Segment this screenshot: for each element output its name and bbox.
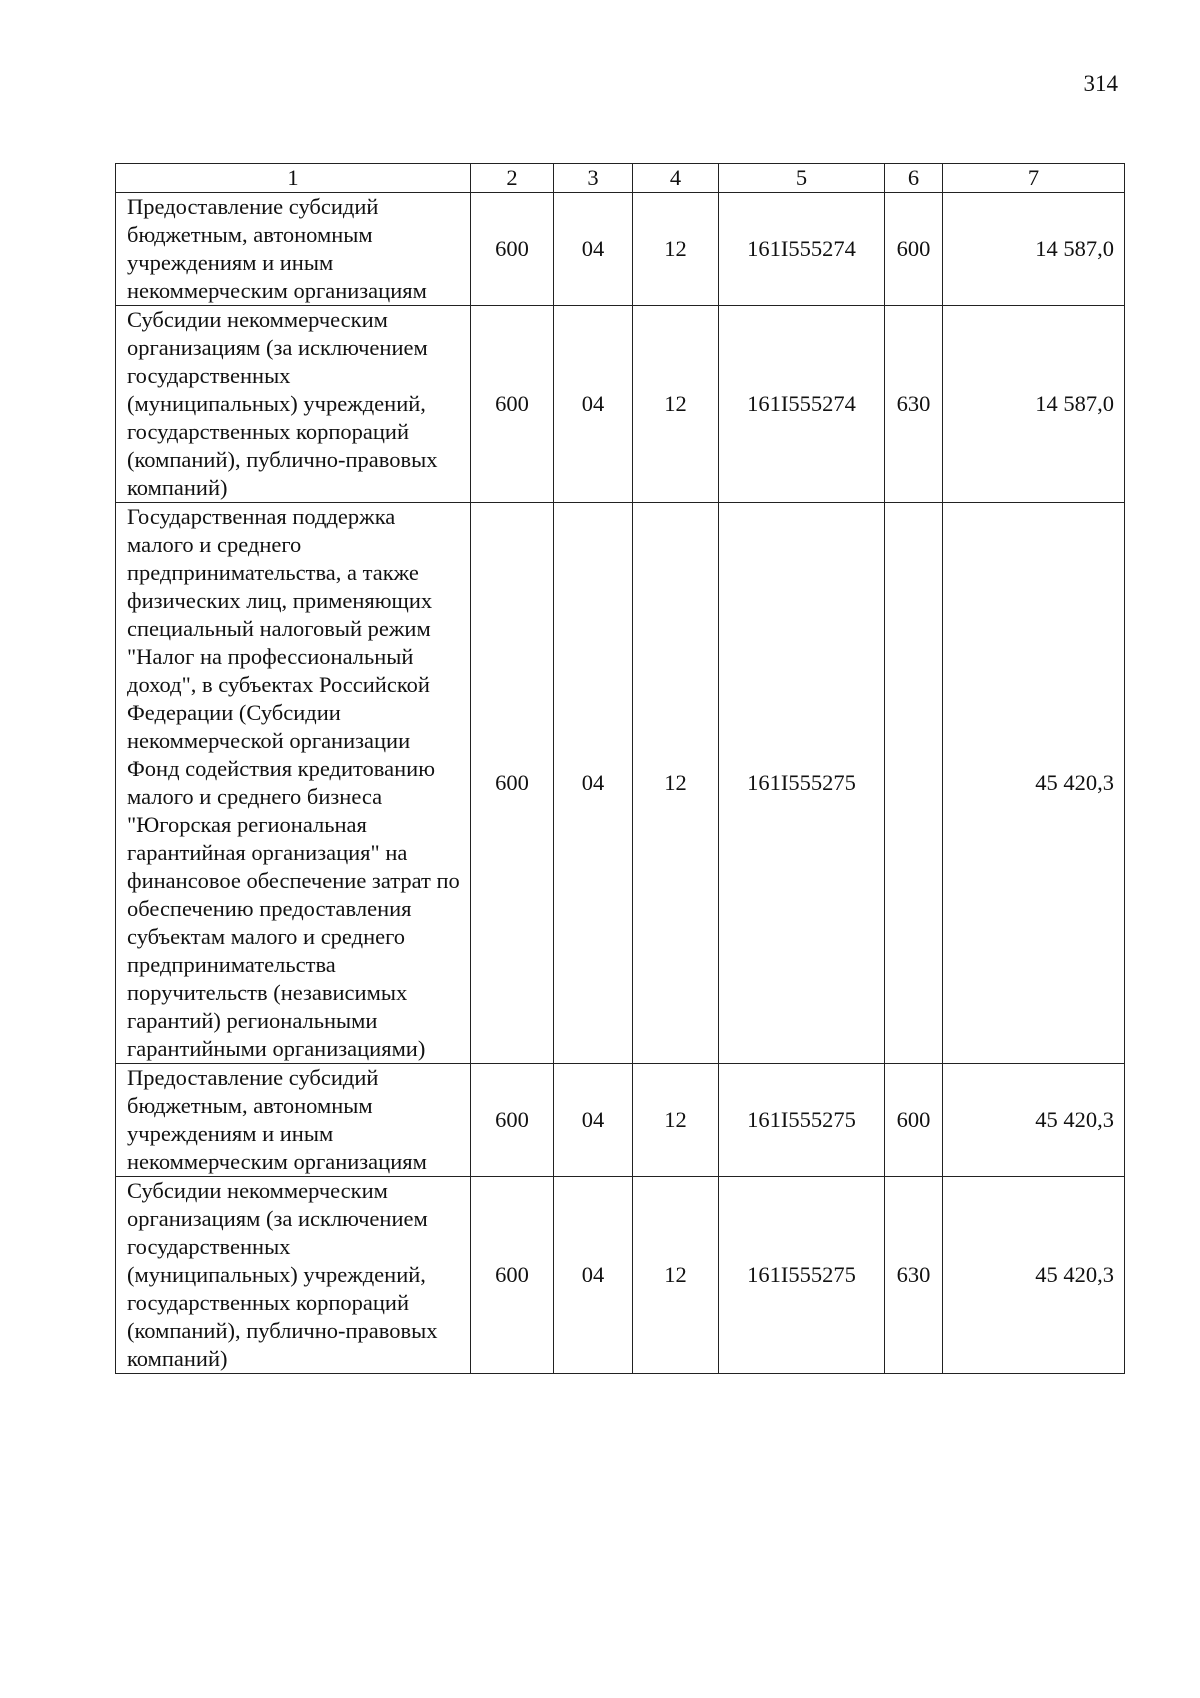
row-vr: 630 [885,1177,943,1374]
row-vr: 600 [885,1064,943,1177]
row-rz: 04 [554,1177,633,1374]
row-vr: 630 [885,306,943,503]
row-amount: 14 587,0 [943,193,1125,306]
column-header: 3 [554,164,633,193]
column-header: 4 [633,164,719,193]
row-csr: 161I555275 [719,1064,885,1177]
row-csr: 161I555275 [719,503,885,1064]
row-name: Предоставление субсидий бюджетным, автономным учреждениям и иным некоммерческим организациям [116,1064,471,1177]
row-ved: 600 [471,503,554,1064]
page-number: 314 [1083,71,1118,96]
row-vr [885,503,943,1064]
row-pr: 12 [633,1177,719,1374]
row-rz: 04 [554,193,633,306]
row-rz: 04 [554,1064,633,1177]
row-amount: 45 420,3 [943,1177,1125,1374]
table-row [116,306,1125,503]
row-ved: 600 [471,1177,554,1374]
row-rz: 04 [554,503,633,1064]
column-header: 5 [719,164,885,193]
table-row [116,503,1125,1064]
row-pr: 12 [633,193,719,306]
row-ved: 600 [471,1064,554,1177]
budget-table [115,163,1125,1374]
table-row [116,1064,1125,1177]
row-pr: 12 [633,306,719,503]
row-ved: 600 [471,193,554,306]
row-name: Предоставление субсидий бюджетным, автономным учреждениям и иным некоммерческим организациям [116,193,471,306]
row-ved: 600 [471,306,554,503]
row-vr: 600 [885,193,943,306]
column-header: 7 [943,164,1125,193]
row-csr: 161I555274 [719,306,885,503]
row-name: Субсидии некоммерческим организациям (за исключением государственных (муниципальных) учреждений, государственных корпораций (компаний), публично-правовых компаний) [116,1177,471,1374]
row-csr: 161I555275 [719,1177,885,1374]
row-amount: 45 420,3 [943,1064,1125,1177]
table-row [116,193,1125,306]
row-pr: 12 [633,503,719,1064]
column-header: 2 [471,164,554,193]
row-name: Субсидии некоммерческим организациям (за исключением государственных (муниципальных) учреждений, государственных корпораций (компаний), публично-правовых компаний) [116,306,471,503]
row-csr: 161I555274 [719,193,885,306]
column-header: 6 [885,164,943,193]
row-amount: 45 420,3 [943,503,1125,1064]
row-pr: 12 [633,1064,719,1177]
table-header-row [116,164,1125,193]
row-amount: 14 587,0 [943,306,1125,503]
row-name: Государственная поддержка малого и среднего предпринимательства, а также физических лиц, применяющих специальный налоговый режим "Налог на профессиональный доход", в субъектах Российской Федерации (Субсидии некоммерческой организации Фонд содействия кредитованию малого и среднего бизнеса "Югорская региональная гарантийная организация" на финансовое обеспечение затрат по обеспечению предоставления субъектам малого и среднего предпринимательства поручительств (независимых гарантий) региональными гарантийными организациями) [116,503,471,1064]
table-row [116,1177,1125,1374]
column-header: 1 [116,164,471,193]
row-rz: 04 [554,306,633,503]
